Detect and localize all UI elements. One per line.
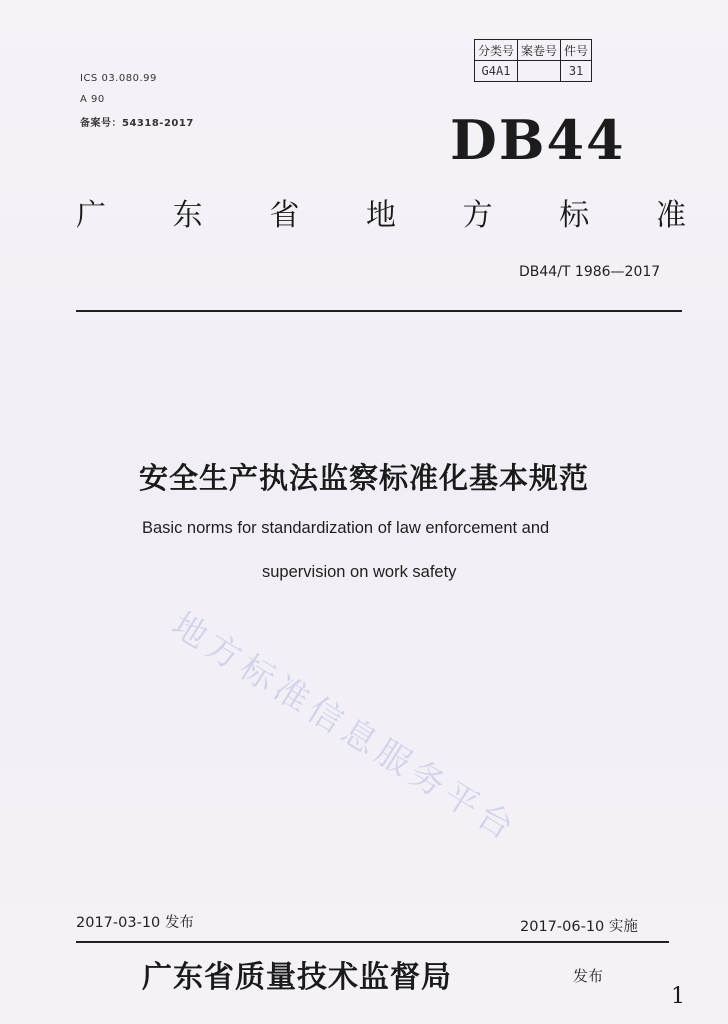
heading-char: 东 [172,198,203,233]
heading-char: 广 [76,198,106,233]
top-divider [76,310,682,312]
ics-code: ICS 03.080.99 [80,73,157,84]
record-number: 备案号：54318-2017 [80,118,194,129]
bottom-divider [76,941,669,943]
standard-type-heading [76,190,686,234]
publish-label: 发布 [573,967,604,985]
archive-table [474,39,592,82]
archive-value-volume [518,61,561,82]
watermark: 地方标准信息服务平台 [164,604,525,851]
standard-number: DB44/T 1986—2017 [519,264,661,280]
issuing-authority: 广东省质量技术监督局 [142,960,452,995]
archive-value-class: G4A1 [475,61,518,82]
heading-char: 准 [655,198,686,233]
archive-value-item: 31 [561,61,592,82]
effective-date: 2017-06-10 实施 [520,919,638,935]
heading-char: 地 [365,198,396,233]
heading-char: 省 [269,198,300,233]
heading-char: 标 [559,198,590,233]
heading-char: 方 [462,198,493,233]
issue-date: 2017-03-10 发布 [76,915,194,931]
archive-header-item: 件号 [561,40,592,61]
title-english-line1: Basic norms for standardization of law enforcement and [142,519,550,537]
standard-code-logo: DB44 [450,108,626,172]
classification-code: A 90 [80,94,105,105]
title-english-line2: supervision on work safety [262,563,457,581]
archive-value-row [475,61,592,82]
archive-header-class: 分类号 [475,40,518,61]
archive-header-volume: 案卷号 [518,40,561,61]
archive-header-row [475,40,592,61]
title-chinese: 安全生产执法监察标准化基本规范 [138,461,589,495]
page-number: 1 [671,984,685,1009]
